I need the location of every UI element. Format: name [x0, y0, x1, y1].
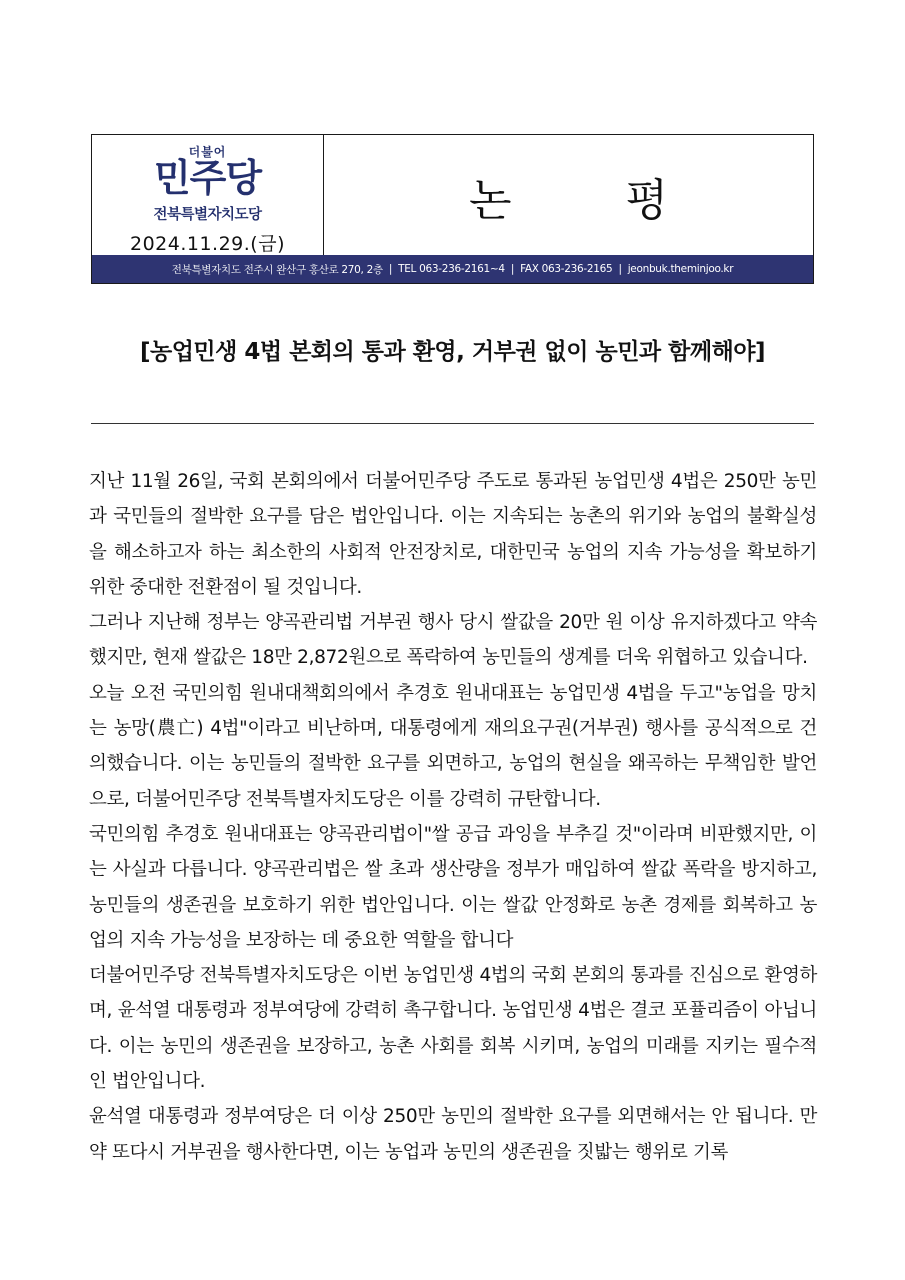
- contact-web: jeonbuk.theminjoo.kr: [627, 263, 734, 275]
- document-type-title: 논 평: [469, 174, 718, 226]
- logo-main-text: 민주당: [153, 156, 262, 200]
- contact-address: 전북특별자치도 전주시 완산구 홍산로 270, 2층: [171, 263, 383, 276]
- party-logo: [92, 135, 324, 256]
- paragraph: 더불어민주당 전북특별자치도당은 이번 농업민생 4법의 국회 본회의 통과를 진심으로 환영하며, 윤석열 대통령과 정부여당에 강력히 촉구합니다. 농업민생 4법은 결코 포퓰리즘이 아닙니다. 이는 농민의 생존권을 보장하고, 농촌 사회를 회복 시키며, 농업의 미래를 지키는 필수적인 법안입니다.: [89, 965, 817, 1093]
- separator: |: [618, 263, 622, 275]
- paragraph: 국민의힘 추경호 원내대표는 양곡관리법이"쌀 공급 과잉을 부추길 것"이라며 비판했지만, 이는 사실과 다릅니다. 양곡관리법은 쌀 초과 생산량을 정부가 매입하여 쌀값 폭락을 방지하고, 농민들의 생존권을 보호하기 위한 법안입니다. 이는 쌀값 안정화로 농촌 경제를 회복하고 농업의 지속 가능성을 보장하는 데 중요한 역할을 합니다: [89, 823, 817, 951]
- release-date: 2024.11.29.(금): [129, 233, 285, 255]
- separator: |: [510, 263, 515, 275]
- divider: [91, 423, 814, 424]
- contact-tel: TEL 063-236-2161~4: [398, 263, 505, 275]
- paragraph: 윤석열 대통령과 정부여당은 더 이상 250만 농민의 절박한 요구를 외면해서는 안 됩니다. 만약 또다시 거부권을 행사한다면, 이는 농업과 농민의 생존권을 짓밟는 행위로 기록: [89, 1106, 817, 1163]
- press-header: [91, 134, 814, 284]
- statement-body: [89, 464, 817, 1170]
- separator: |: [388, 263, 393, 275]
- contact-fax: FAX 063-236-2165: [520, 263, 613, 275]
- paragraph: 그러나 지난해 정부는 양곡관리법 거부권 행사 당시 쌀값을 20만 원 이상 유지하겠다고 약속했지만, 현재 쌀값은 18만 2,872원으로 폭락하여 농민들의 생계를 더욱 위협하고 있습니다.: [89, 612, 817, 669]
- contact-bar: [92, 255, 813, 283]
- headline: [농업민생 4법 본회의 통과 환영, 거부권 없이 농민과 함께해야]: [139, 339, 766, 365]
- logo-sub-text: 전북특별자치도당: [153, 207, 262, 223]
- paragraph: 지난 11월 26일, 국회 본회의에서 더불어민주당 주도로 통과된 농업민생 4법은 250만 농민과 국민들의 절박한 요구를 담은 법안입니다. 이는 지속되는 농촌의 위기와 농업의 불확실성을 해소하고자 하는 최소한의 사회적 안전장치로, 대한민국 농업의 지속 가능성을 확보하기 위한 중대한 전환점이 될 것입니다.: [89, 471, 817, 598]
- paragraph: 오늘 오전 국민의힘 원내대책회의에서 추경호 원내대표는 농업민생 4법을 두고"농업을 망치는 농망(農亡) 4법"이라고 비난하며, 대통령에게 재의요구권(거부권) 행사를 공식적으로 건의했습니다. 이는 농민들의 절박한 요구를 외면하고, 농업의 현실을 왜곡하는 무책임한 발언으로, 더불어민주당 전북특별자치도당은 이를 강력히 규탄합니다.: [89, 682, 817, 810]
- logo-small-text: 더불어: [188, 145, 227, 159]
